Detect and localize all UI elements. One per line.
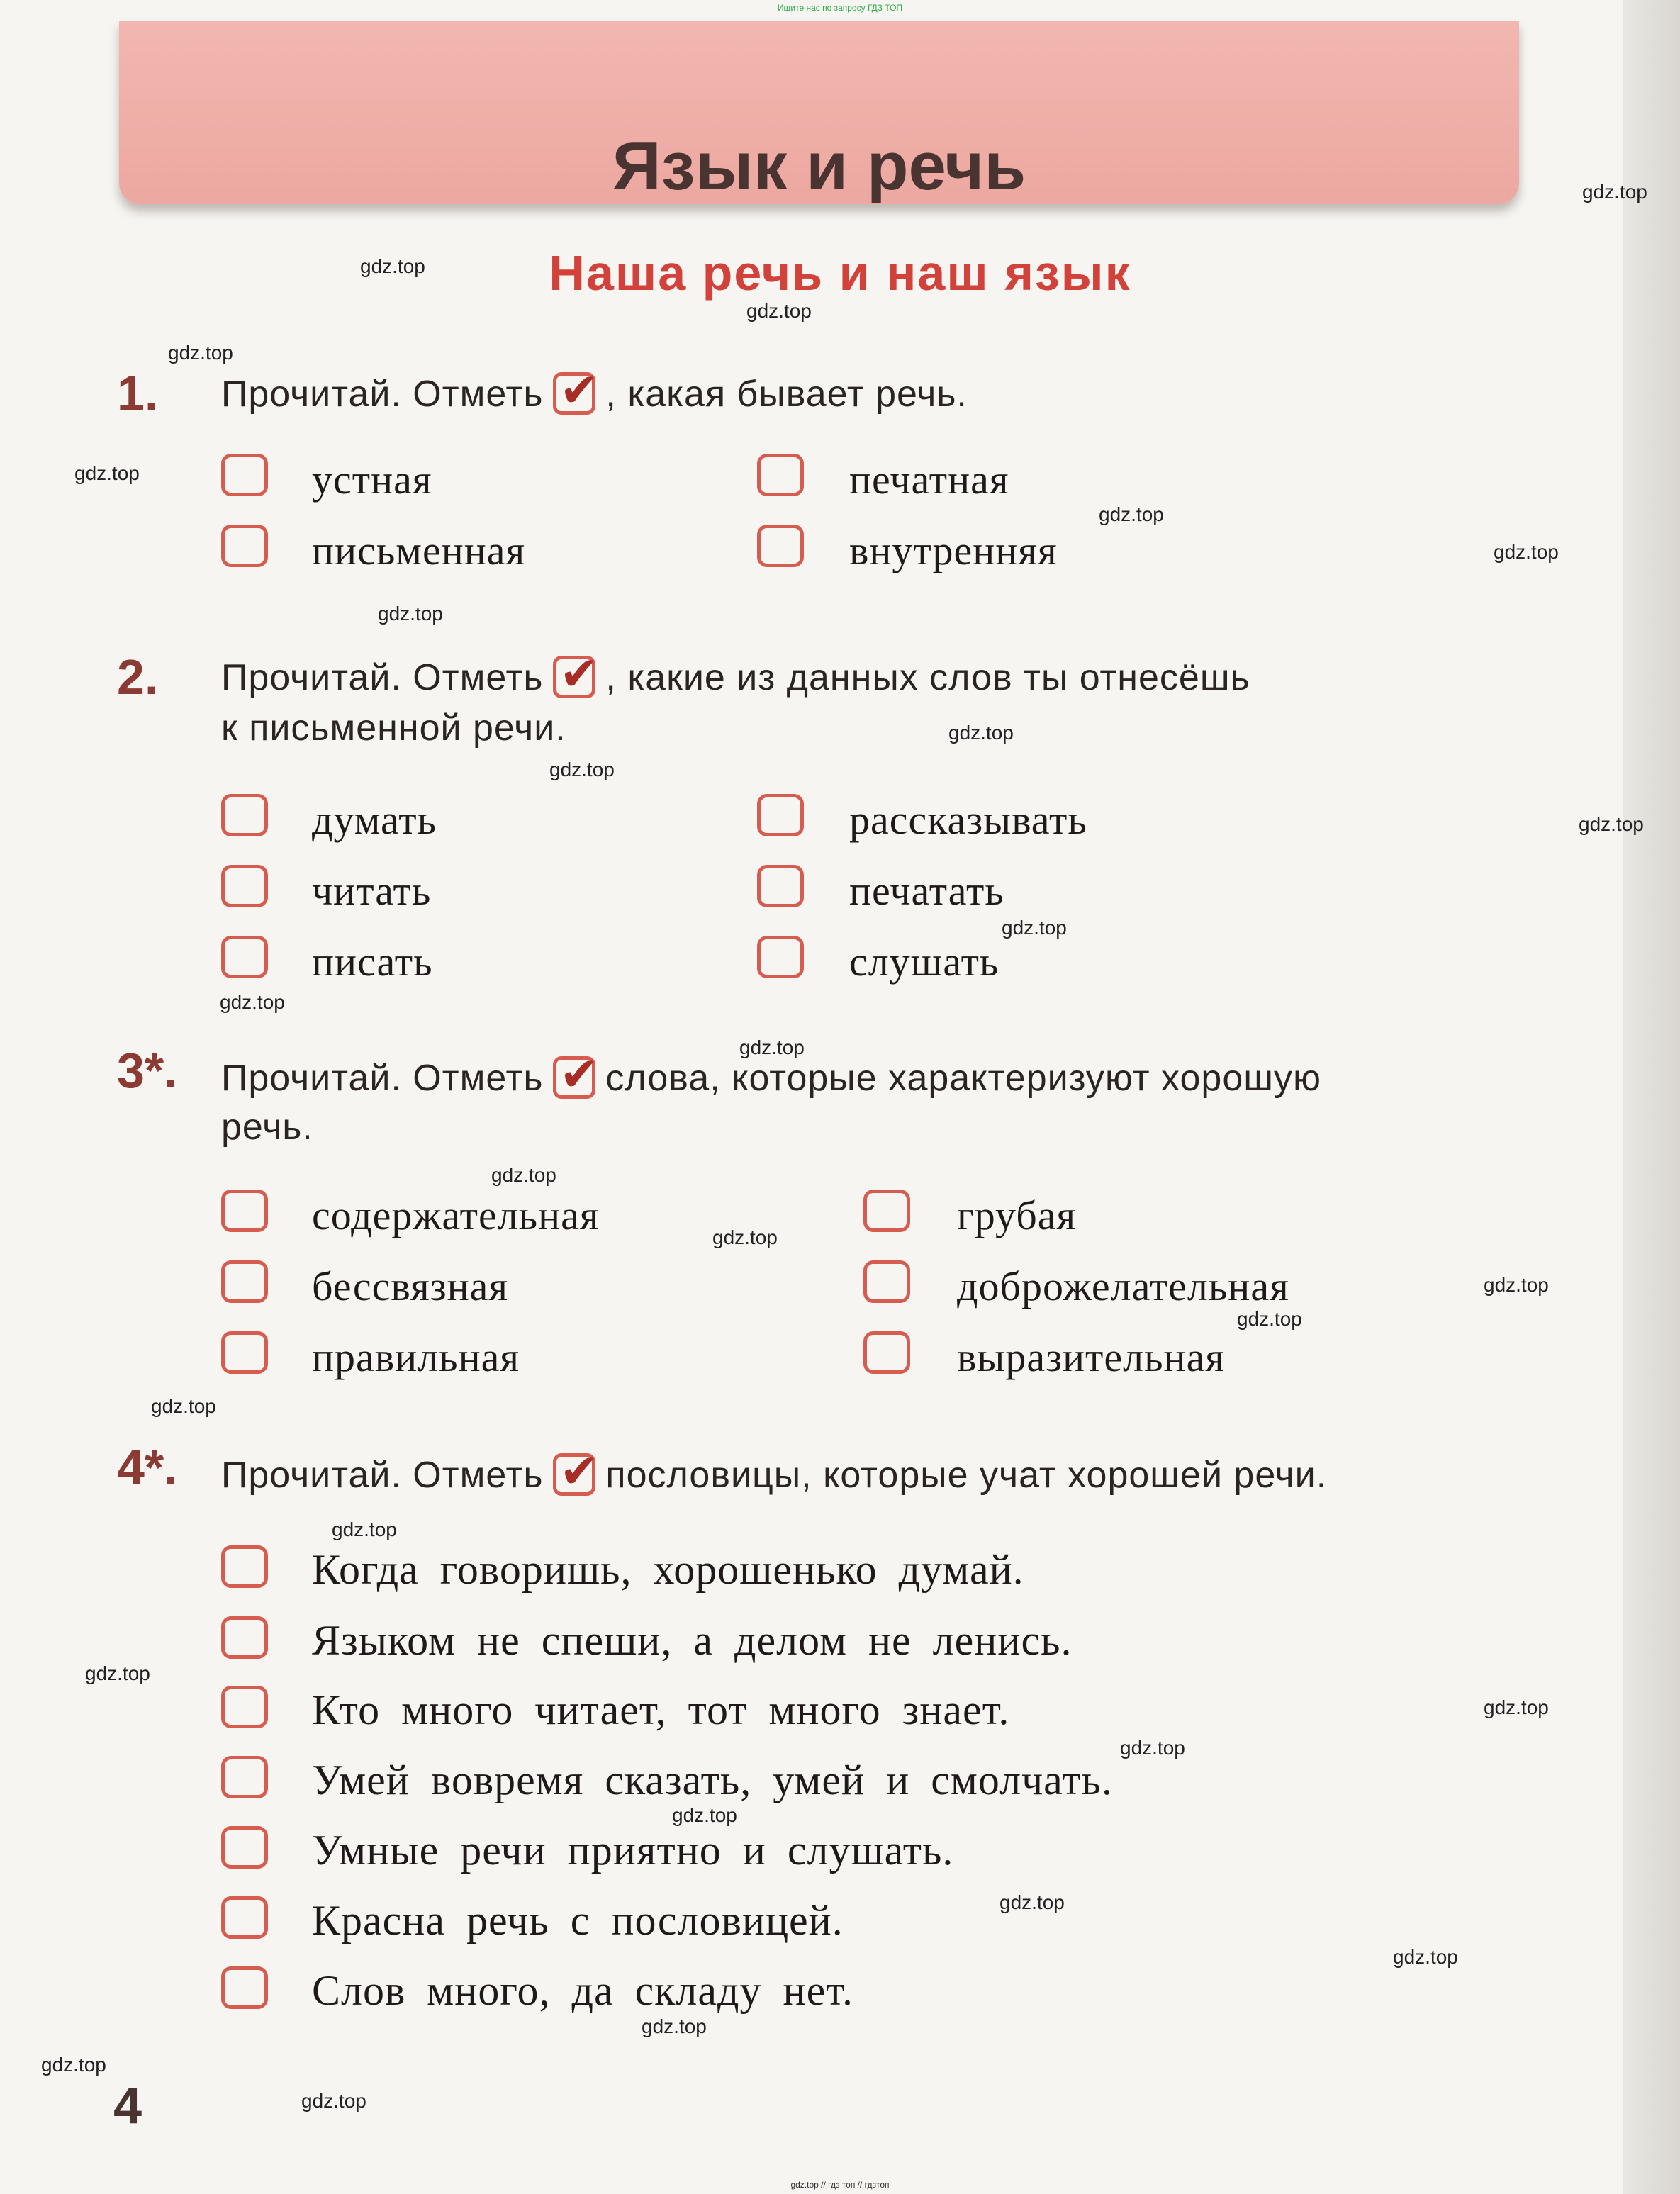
- page-edge-shadow: [1623, 0, 1680, 2194]
- watermark: gdz.top: [712, 1226, 778, 1248]
- watermark: gdz.top: [999, 1891, 1065, 1913]
- bottom-note: gdz.top // гдз топ // гдзтоп: [790, 2180, 890, 2190]
- proverb-label: Когда говоришь, хорошенько думай.: [312, 1546, 1024, 1593]
- watermark: gdz.top: [1494, 541, 1559, 563]
- section-banner: [119, 21, 1519, 204]
- checkbox-task1-opt3[interactable]: [221, 525, 268, 567]
- checkbox-task3-opt1[interactable]: [221, 1190, 268, 1232]
- option-label: правильная: [312, 1334, 520, 1380]
- checkbox-task4-opt3[interactable]: [221, 1686, 268, 1728]
- task-1-instruction: [221, 363, 968, 418]
- task-1-number: 1.: [117, 366, 159, 421]
- page-number: 4: [113, 2078, 142, 2134]
- proverb-label: Слов много, да складу нет.: [312, 1967, 853, 2014]
- checkbox-task1-opt1[interactable]: [221, 454, 268, 496]
- watermark: gdz.top: [1237, 1308, 1302, 1330]
- task-2-number: 2.: [117, 649, 159, 705]
- watermark: gdz.top: [491, 1164, 556, 1186]
- watermark: gdz.top: [1120, 1737, 1185, 1759]
- option-label: письменная: [312, 527, 526, 573]
- lesson-title: Наша речь и наш язык: [549, 245, 1131, 301]
- section-title: Язык и речь: [612, 128, 1026, 204]
- task-4-instruction: [221, 1444, 1525, 1499]
- watermark: gdz.top: [360, 255, 425, 277]
- checkbox-task4-opt1[interactable]: [221, 1545, 268, 1588]
- watermark: gdz.top: [746, 300, 812, 322]
- checkmark-icon: ✔: [553, 372, 595, 415]
- checkbox-task2-opt3[interactable]: [221, 865, 268, 907]
- proverb-label: Кто много читает, тот много знает.: [312, 1686, 1010, 1733]
- option-label: выразительная: [957, 1334, 1225, 1380]
- watermark: gdz.top: [1484, 1696, 1549, 1718]
- watermark: gdz.top: [168, 342, 233, 364]
- top-note: Ищите нас по запросу ГДЗ ТОП: [777, 3, 903, 13]
- watermark: gdz.top: [739, 1036, 805, 1058]
- option-label: слушать: [849, 939, 999, 985]
- task-4-number: 4*.: [117, 1440, 178, 1495]
- proverb-label: Умей вовремя сказать, умей и смолчать.: [312, 1757, 1113, 1803]
- task-4-text-before: Прочитай. Отметь: [221, 1455, 544, 1496]
- task-1-text-before: Прочитай. Отметь: [221, 374, 544, 415]
- checkbox-task2-opt5[interactable]: [221, 936, 268, 978]
- option-label: устная: [312, 457, 432, 503]
- watermark: gdz.top: [220, 991, 285, 1013]
- task-3-text-after: слова, которые характеризуют хорошую: [605, 1058, 1321, 1099]
- proverb-label: Умные речи приятно и слушать.: [312, 1827, 954, 1874]
- option-label: читать: [312, 868, 432, 914]
- checkmark-icon: ✔: [553, 656, 595, 698]
- watermark: gdz.top: [151, 1395, 216, 1417]
- option-label: печатать: [849, 868, 1004, 914]
- watermark: gdz.top: [642, 2015, 707, 2037]
- checkbox-task4-opt2[interactable]: [221, 1616, 268, 1659]
- option-label: рассказывать: [849, 797, 1087, 843]
- proverb-label: Красна речь с пословицей.: [312, 1897, 844, 1944]
- task-2-instruction-line2: к письменной речи.: [221, 707, 566, 749]
- checkbox-task1-opt2[interactable]: [757, 454, 804, 496]
- checkbox-task4-opt6[interactable]: [221, 1896, 268, 1939]
- watermark: gdz.top: [549, 759, 615, 780]
- task-3-instruction-line2: речь.: [221, 1107, 313, 1148]
- checkbox-task2-opt2[interactable]: [757, 794, 804, 836]
- option-label: печатная: [849, 457, 1009, 503]
- proverb-label: Языком не спеши, а делом не ленись.: [312, 1617, 1073, 1664]
- watermark: gdz.top: [1099, 503, 1164, 525]
- checkbox-task2-opt1[interactable]: [221, 794, 268, 836]
- option-label: бессвязная: [312, 1263, 509, 1309]
- checkbox-task4-opt5[interactable]: [221, 1826, 268, 1869]
- option-label: писать: [312, 939, 433, 985]
- checkbox-task4-opt4[interactable]: [221, 1756, 268, 1798]
- checkbox-task3-opt4[interactable]: [863, 1260, 910, 1303]
- watermark: gdz.top: [41, 2054, 106, 2076]
- task-3-number: 3*.: [117, 1043, 178, 1098]
- task-4-text-after: пословицы, которые учат хорошей речи.: [605, 1455, 1328, 1496]
- option-label: содержательная: [312, 1192, 600, 1238]
- watermark: gdz.top: [378, 603, 443, 625]
- watermark: gdz.top: [672, 1804, 737, 1826]
- watermark: gdz.top: [1002, 917, 1067, 939]
- checkbox-task4-opt7[interactable]: [221, 1966, 268, 2009]
- task-1-text-after: , какая бывает речь.: [605, 374, 968, 415]
- checkbox-task3-opt2[interactable]: [863, 1190, 910, 1232]
- watermark: gdz.top: [1582, 181, 1647, 203]
- checkbox-task2-opt4[interactable]: [757, 865, 804, 907]
- task-2-text-after: , какие из данных слов ты отнесёшь: [605, 657, 1250, 698]
- checkmark-icon: ✔: [553, 1453, 595, 1496]
- option-label: доброжелательная: [957, 1263, 1289, 1309]
- watermark: gdz.top: [85, 1662, 150, 1684]
- checkbox-task3-opt5[interactable]: [221, 1331, 268, 1374]
- watermark: gdz.top: [1484, 1274, 1549, 1296]
- watermark: gdz.top: [1393, 1946, 1458, 1968]
- task-2-text-before: Прочитай. Отметь: [221, 657, 544, 698]
- checkbox-task3-opt6[interactable]: [863, 1331, 910, 1374]
- watermark: gdz.top: [948, 722, 1014, 744]
- task-2-instruction: [221, 647, 1525, 701]
- option-label: думать: [312, 797, 437, 843]
- checkbox-task1-opt4[interactable]: [757, 525, 804, 567]
- watermark: gdz.top: [1579, 813, 1644, 835]
- watermark: gdz.top: [332, 1518, 397, 1540]
- watermark: gdz.top: [74, 462, 140, 484]
- checkbox-task2-opt6[interactable]: [757, 936, 804, 978]
- option-label: внутренняя: [849, 527, 1058, 573]
- watermark: gdz.top: [301, 2090, 366, 2112]
- checkbox-task3-opt3[interactable]: [221, 1260, 268, 1303]
- option-label: грубая: [957, 1192, 1077, 1238]
- task-3-text-before: Прочитай. Отметь: [221, 1058, 544, 1099]
- checkmark-icon: ✔: [553, 1056, 595, 1099]
